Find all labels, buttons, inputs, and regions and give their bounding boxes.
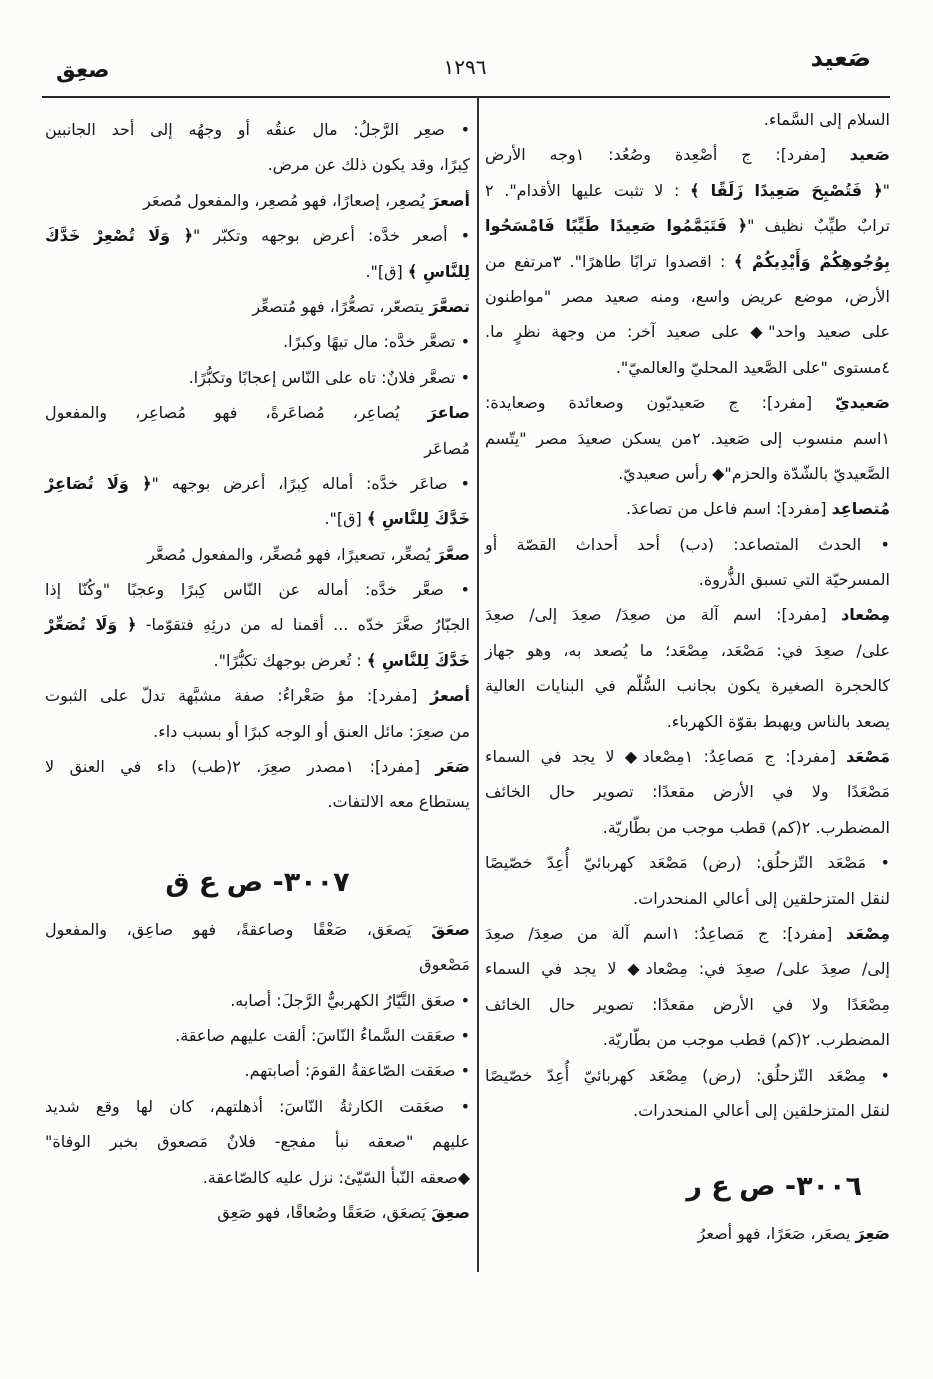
text-line (485, 739, 890, 774)
bold-text: صاعرَ (427, 403, 470, 423)
text-run: يَصعَق، صَعْقًا وصاعقةً، فهو صاعِق، والمفعول (45, 919, 432, 939)
text-line (45, 324, 470, 359)
text-line (45, 147, 470, 182)
bold-text: مُتصاعِد (831, 499, 890, 519)
bold-text: لِلنَّاسِ ﴾ (407, 261, 470, 281)
text-run: [مفرد]: اسم آلة من صعِدَ/ صعِدَ إلى/ صعِدَ (485, 605, 842, 625)
bold-text: صَعيديّ (835, 393, 890, 413)
running-head-first-word: صَعيد (810, 44, 871, 72)
text-run: مَصْعَدًا ولا في الأرض مقعدًا: تصوير حال الخائف (485, 782, 890, 802)
text-run: [مفرد]: ج مَصاعِدُ: ١مِصْعاد◆ لا يجد في السماء (485, 747, 847, 767)
bold-text: ﴿ وَلَا تُصَعِّرْ (45, 615, 137, 635)
text-run: " (882, 180, 891, 200)
dictionary-entry (485, 739, 890, 845)
dictionary-entry (485, 1216, 890, 1251)
text-line (485, 208, 890, 243)
bold-text: مَصْعَد (846, 747, 891, 767)
text-line (485, 279, 890, 314)
text-run: لنقل المتزحلقين إلى أعالي المنحدرات. (633, 1100, 890, 1120)
text-run: المضطرب. ٢(كم) قطب موجب من بطّاريّة. (602, 817, 890, 837)
dictionary-entry (45, 537, 470, 572)
text-run: يُصاعِر، مُصاعَرةً، فهو مُصاعِر، والمفعول (45, 403, 428, 423)
bold-text: ﴿ وَلَا تُصَاعِرْ (45, 473, 152, 493)
dictionary-entry (45, 678, 470, 749)
text-run: [مفرد]: مؤ صَعْراءُ: صفة مشبَّهة تدلّ على الثبوت (45, 686, 431, 706)
dictionary-entry (45, 912, 470, 983)
dictionary-entry (485, 102, 890, 137)
root-section-heading: ٣٠٠٦- ص ع ر (686, 1171, 862, 1203)
text-run: ترابٌ طيِّبٌ نظيف " (747, 216, 890, 236)
bold-text: صعَقَ (431, 919, 470, 939)
text-line (485, 633, 890, 668)
dictionary-entry (485, 916, 890, 1058)
entries-before-heading (485, 102, 890, 1128)
text-line (45, 983, 470, 1018)
text-line (485, 774, 890, 809)
text-line (485, 1216, 890, 1251)
text-run: [مفرد]: ١مصدر صعِرَ. ٢(طب) داء في العنق لا (45, 757, 436, 777)
text-line (485, 597, 890, 632)
bold-text: ﴿ فَتُصْبِحَ صَعِيدًا زَلَقًا ﴾ (690, 180, 883, 200)
text-run: من صعِرَ: مائل العنق أو الوجه كبرًا أو بسبب داء. (153, 721, 470, 741)
text-run: • صعَق التَّيّارُ الكهربيُّ الرَّجلَ: أصابه. (230, 990, 470, 1010)
bold-text: بِوُجُوهِكُمْ وَأَيْدِيكُمْ ﴾ (733, 251, 890, 271)
text-line (485, 951, 890, 986)
text-line (45, 289, 470, 324)
text-run: [ق]". (365, 261, 408, 281)
text-line (45, 466, 470, 501)
text-line (45, 1124, 470, 1159)
text-run: مِصْعَدًا ولا في الأرض مقعدًا: تصوير حال الخائف (485, 994, 890, 1014)
text-line (485, 173, 890, 208)
header-rule (42, 96, 890, 98)
text-run: : تُعرض بوجهك تكبُّرًا". (213, 650, 367, 670)
text-run: : اقصدوا ترابًا طاهرًا". ٣مرتفع من (485, 251, 734, 271)
bold-text: صَعَر (435, 757, 470, 777)
dictionary-entry (45, 1018, 470, 1053)
text-run: على/ صعِدَ في: مَصْعَد، مِصْعَد؛ ما يُصعد به، وهو جهاز (485, 640, 890, 660)
dictionary-entry (45, 1089, 470, 1195)
bold-text: صعَّرَ (435, 544, 470, 564)
text-run: ٤مستوى "على الصَّعيد المحليّ والعالميّ". (615, 357, 890, 377)
bold-text: مِصْعاد (841, 605, 890, 625)
text-run: المضطرب. ٢(كم) قطب موجب من بطّاريّة. (602, 1030, 890, 1050)
text-line (485, 421, 890, 456)
text-line (45, 572, 470, 607)
bold-text: أصعرُ (430, 686, 470, 706)
text-line (485, 1058, 890, 1093)
running-head-last-word: صعِق (56, 58, 110, 83)
text-run: • الحدث المتصاعد: (دب) أحد أحداث القصّة أو (485, 534, 890, 554)
text-line (485, 491, 890, 526)
dictionary-entry (485, 597, 890, 739)
dictionary-entry (45, 360, 470, 395)
text-run: على صعيد واحد"◆ على صعيد آخر: من وجهة نظرٍ ما. (485, 322, 890, 342)
text-line (45, 1018, 470, 1053)
text-line (45, 678, 470, 713)
text-line (45, 183, 470, 218)
dictionary-entry (45, 1053, 470, 1088)
text-run: كِبرًا، وقد يكون ذلك عن مرض. (267, 155, 470, 175)
dictionary-entry (485, 385, 890, 491)
dictionary-entry (45, 749, 470, 820)
text-run: • صعَقت السَّماءُ النّاسَ: ألقت عليهم صاعقة. (175, 1025, 470, 1045)
text-run: الجبّارُ صعَّرَ خدّه ... أقمنا له من درئِهِ فتقوّما- (136, 615, 470, 635)
entries-before-heading (45, 112, 470, 820)
text-run: • صعَقت الكارثةُ النّاسَ: أذهلتهم، كان لها وقع شديد (45, 1096, 470, 1116)
text-run: • مِصْعَد التّزحلُق: (رض) مِصْعَد كهربائيّ أُعِدّ خصّيصًا (485, 1065, 890, 1085)
column-divider (477, 97, 479, 1272)
text-line (485, 314, 890, 349)
text-run: [مفرد]: ج صَعيديّون وصعائدة وصعايدة: (485, 393, 836, 413)
text-line (485, 244, 890, 279)
dictionary-entry (45, 572, 470, 678)
text-run: مَصْعوق (419, 955, 470, 975)
text-line (45, 218, 470, 253)
text-line (45, 784, 470, 819)
text-run: : لا تثبت عليها الأقدام". ٢ (485, 180, 691, 200)
text-line (485, 137, 890, 172)
left-column (45, 112, 470, 1230)
entries-after-heading (485, 1216, 890, 1251)
bold-text: صَعِرَ (855, 1224, 890, 1244)
text-run: المسرحيّة التي تسبق الذُّروة. (698, 570, 890, 590)
text-run: • تصعَّر خدَّه: مال تيهًا وكبرًا. (283, 332, 470, 352)
text-line (45, 607, 470, 642)
text-line (45, 112, 470, 147)
text-run: يصعَر، صَعَرًا، فهو أصعرُ (697, 1224, 856, 1244)
right-column (485, 102, 890, 1252)
text-line (485, 385, 890, 420)
text-line (485, 704, 890, 739)
text-line (485, 916, 890, 951)
text-run: • صعِر الرَّجلُ: مال عنقُه أو وجهُه إلى أحد الجانبين (45, 120, 470, 139)
dictionary-entry (45, 395, 470, 466)
bold-text: ﴿ وَلَا تُصْعِرْ خَدَّكَ (45, 226, 193, 246)
dictionary-entry (485, 137, 890, 385)
text-run: • مَصْعَد التّزحلُق: (رض) مَصْعَد كهربائيّ أُعِدّ خصّيصًا (485, 853, 890, 873)
text-run: كالحجرة الصغيرة يكون بجانب السُّلّم في البنايات العالية (485, 676, 890, 696)
bold-text: مِصْعَد (846, 923, 890, 943)
root-section-heading: ٣٠٠٧- ص ع ق (165, 866, 350, 898)
text-line (485, 527, 890, 562)
page-number: ١٢٩٦ (443, 55, 487, 79)
bold-text: تصعَّرَ (429, 296, 470, 316)
text-line (45, 1053, 470, 1088)
dictionary-entry (45, 289, 470, 324)
text-line (45, 360, 470, 395)
text-run: [ق]". (324, 509, 367, 529)
text-line (45, 947, 470, 982)
entries-after-heading (45, 912, 470, 1231)
text-line (45, 643, 470, 678)
bold-text: ﴿ فَتَيَمَّمُوا صَعِيدًا طَيِّبًا فَامْسَحُوا (485, 216, 748, 236)
text-run: الصَّعيديّ بالشّدّة والحزم"◆ رأس صعيديّ. (618, 463, 890, 483)
text-run: • صعَّر خدَّه: أماله عن النّاس كِبرًا وعجبًا "وكُنّا إذا (45, 580, 470, 600)
dictionary-entry (45, 218, 470, 289)
text-run: مُصاعَر (424, 438, 470, 458)
text-run: [مفرد]: اسم فاعل من تصاعدَ. (626, 499, 832, 519)
text-line (45, 749, 470, 784)
text-line (485, 881, 890, 916)
bold-text: صَعيد (849, 145, 891, 165)
dictionary-entry (45, 983, 470, 1018)
text-line (45, 431, 470, 466)
text-run: ◆صعقه النّبأ السّيّئ: نزل عليه كالصّاعقة. (202, 1167, 470, 1187)
dictionary-entry (45, 324, 470, 359)
text-run: • أصعر خدَّه: أعرض بوجهه وتكبّر " (192, 226, 471, 246)
text-line (485, 845, 890, 880)
dictionary-entry (45, 112, 470, 183)
dictionary-entry (45, 1195, 470, 1230)
text-line (45, 1089, 470, 1124)
dictionary-entry (485, 491, 890, 526)
dictionary-entry (45, 466, 470, 537)
text-line (485, 456, 890, 491)
text-run: السلام إلى السَّماء. (763, 110, 890, 129)
text-line (485, 350, 890, 385)
text-line (485, 1093, 890, 1128)
text-line (485, 668, 890, 703)
dictionary-entry (45, 183, 470, 218)
text-line (45, 1160, 470, 1195)
text-line (485, 562, 890, 597)
text-run: • صاعَر خدَّه: أماله كِبرًا، أعرض بوجهه " (151, 473, 470, 493)
text-run: الأرض، موضع عريض واسع، ومنه صعيد مصر "مواطنون (485, 286, 890, 306)
text-run: [مفرد]: ج مَصاعِدُ: ١اسم آلة من صعِدَ/ صعِدَ (485, 923, 847, 943)
text-line (45, 501, 470, 536)
text-run: إلى/ صعِدَ على/ صعِدَ في: مِصْعاد◆ لا يجد في السماء (485, 959, 890, 979)
text-run: يصعد بالناس ويهبط بقوّة الكهرباء. (666, 711, 890, 731)
text-run: يُصعِّر، تصعيرًا، فهو مُصعِّر، والمفعول مُصعَّر (147, 544, 436, 564)
text-run: [مفرد]: ج أصْعِدة وصُعُد: ١وجه الأرض (485, 145, 850, 165)
dictionary-entry (485, 527, 890, 598)
text-line (485, 102, 890, 137)
text-line (485, 1022, 890, 1057)
bold-text: أصعرَ (430, 190, 470, 210)
dictionary-entry (485, 1058, 890, 1129)
bold-text: خَدَّكَ لِلنَّاسِ ﴾ (366, 509, 470, 529)
text-line (45, 714, 470, 749)
text-line (45, 912, 470, 947)
text-run: • تصعَّر فلانٌ: تاه على النّاس إعجابًا وتكبُّرًا. (188, 367, 470, 387)
text-run: يتصعّر، تصعُّرًا، فهو مُتصعِّر (252, 296, 430, 316)
text-line (485, 810, 890, 845)
text-run: لنقل المتزحلقين إلى أعالي المنحدرات. (633, 888, 890, 908)
text-line (45, 1195, 470, 1230)
text-run: • صعَقت الصّاعقةُ القومَ: أصابتهم. (244, 1061, 470, 1081)
text-run: ١اسم منسوب إلى صَعيد. ٢من يسكن صعيدَ مصر "يتّسم (485, 428, 890, 448)
bold-text: خَدَّكَ لِلنَّاسِ ﴾ (366, 650, 470, 670)
text-line (45, 537, 470, 572)
text-line (45, 395, 470, 430)
text-run: يُصعِر، إصعارًا، فهو مُصعِر، والمفعول مُصعَر (143, 190, 431, 210)
bold-text: صعِقَ (431, 1202, 470, 1222)
dictionary-entry (485, 845, 890, 916)
text-run: يَصعَق، صَعَقًا وصُعاقًا، فهو صَعِق (217, 1202, 432, 1222)
text-run: عليهم "صعقه نبأ مفجع- فلانٌ مَصعوق بخبر الوفاة" (45, 1132, 470, 1152)
text-line (485, 987, 890, 1022)
text-run: يستطاع معه الالتفات. (327, 792, 470, 812)
text-line (45, 254, 470, 289)
